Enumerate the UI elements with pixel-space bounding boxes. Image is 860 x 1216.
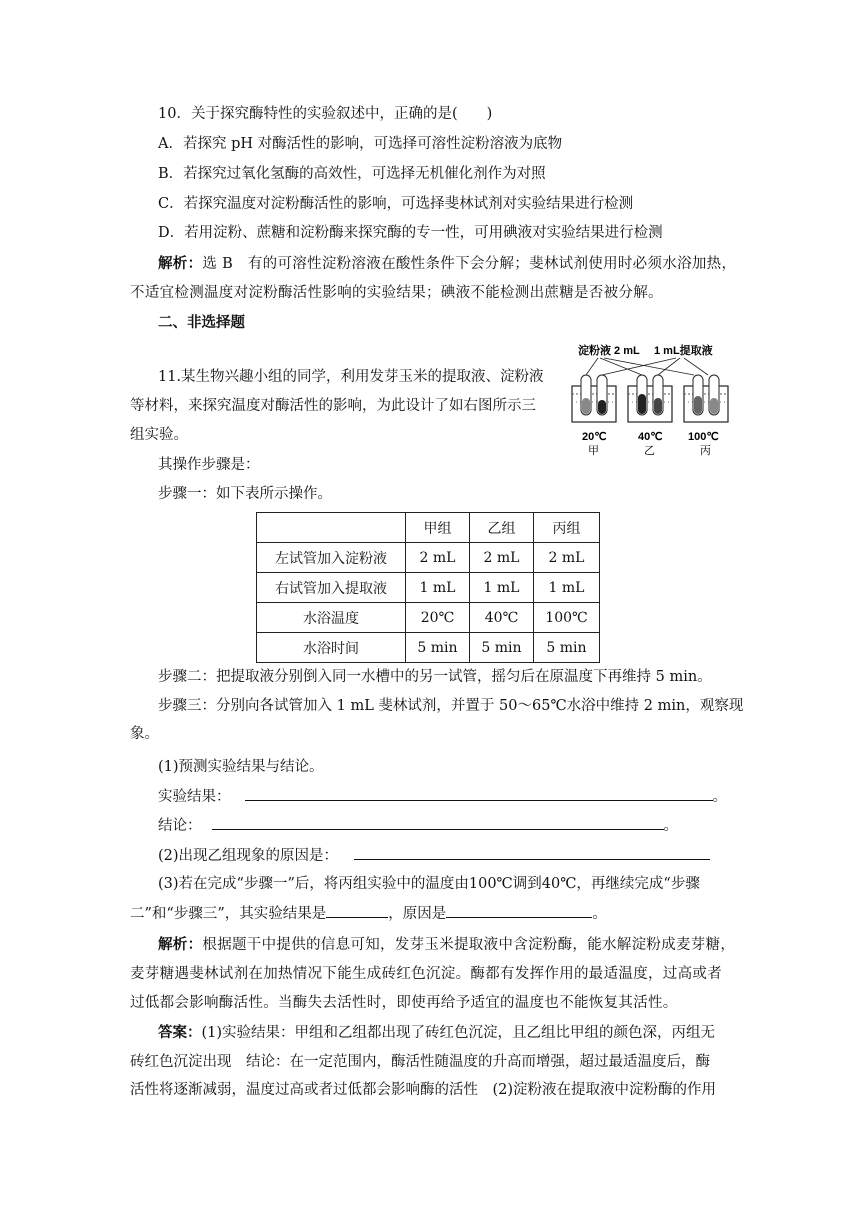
water-bath-bing: [684, 375, 728, 422]
table-header-cell: 甲组: [406, 513, 470, 543]
water-bath-jia: [572, 375, 616, 422]
q11-solution-line-1: 解析：根据题干中提供的信息可知，发芽玉米提取液中含淀粉酶，能水解淀粉成麦芽糖，: [158, 936, 736, 953]
table-cell: 右试管加入提取液: [257, 573, 406, 603]
table-cell: 水浴时间: [257, 633, 406, 663]
table-header-cell: [257, 513, 406, 543]
q10-solution-line-2: 不适宜检测温度对淀粉酶活性影响的实验结果；碘液不能检测出蔗糖是否被分解。: [130, 285, 663, 301]
answer-line-2: 砖红色沉淀出现 结论：在一定范围内，酶活性随温度的升高而增强，超过最适温度后，酶: [130, 1054, 710, 1070]
result-label: 实验结果：: [158, 789, 231, 805]
sub-question-2: (2)出现乙组现象的原因是：: [158, 845, 710, 866]
q10-option-c: C．若探究温度对淀粉酶活性的影响，可选择斐林试剂对实验结果进行检测: [158, 196, 634, 212]
q10-option-d: D．若用淀粉、蔗糖和淀粉酶来探究酶的专一性，可用碘液对实验结果进行检测: [158, 225, 663, 241]
figure-label-extract: 1 mL提取液: [654, 345, 713, 357]
table-header-cell: 丙组: [534, 513, 600, 543]
reason-blank: [354, 845, 710, 860]
table-row: [257, 603, 600, 633]
q10-option-a: A．若探究 pH 对酶活性的影响，可选择可溶性淀粉溶液为底物: [158, 136, 563, 152]
step-1: 步骤一：如下表所示操作。: [158, 486, 332, 502]
water-bath-yi: [628, 375, 672, 422]
steps-intro: 其操作步骤是：: [158, 457, 260, 473]
table-cell: 5 min: [534, 633, 600, 663]
table-cell: 100℃: [534, 603, 600, 633]
table-cell: 40℃: [470, 603, 534, 633]
table-cell: 20℃: [406, 603, 470, 633]
table-header-row: [257, 513, 600, 543]
figure-temp-yi: 40℃: [638, 431, 663, 443]
table-row: [257, 633, 600, 663]
conclusion-blank: [212, 815, 664, 830]
reason-blank-3: [446, 903, 592, 918]
sub-question-3-line-1: (3)若在完成“步骤一”后，将丙组实验中的温度由100℃调到40℃，再继续完成“步骤: [158, 876, 700, 892]
conclusion-line: 结论： 。: [158, 815, 678, 836]
step-3-line-1: 步骤三：分别向各试管加入 1 mL 斐林试剂，并置于 50～65℃水浴中维持 2 min，观察现: [158, 698, 744, 714]
table-cell: 5 min: [406, 633, 470, 663]
q11-solution-line-3: 过低都会影响酶活性。当酶失去活性时，即使再给予适宜的温度也不能恢复其活性。: [130, 995, 678, 1011]
q11-stem-line-2: 等材料，来探究温度对酶活性的影响，为此设计了如右图所示三: [130, 398, 536, 414]
figure-temp-bing: 100℃: [688, 431, 719, 443]
solution-label: 解析：: [158, 936, 203, 953]
q10-stem: 10．关于探究酶特性的实验叙述中，正确的是( ): [158, 106, 493, 122]
q11-stem-line-1: 11.某生物兴趣小组的同学，利用发芽玉米的提取液、淀粉液: [158, 369, 544, 385]
answer-line-3: 活性将逐渐减弱，温度过高或者过低都会影响酶的活性 (2)淀粉液在提取液中淀粉酶的作用: [130, 1082, 717, 1098]
q11-solution-line-2: 麦芽糖遇斐林试剂在加热情况下能生成砖红色沉淀。酶都有发挥作用的最适温度，过高或者: [130, 966, 722, 982]
q10-option-b: B．若探究过氧化氢酶的高效性，可选择无机催化剂作为对照: [158, 166, 546, 182]
table-cell: 5 min: [470, 633, 534, 663]
result-blank-3: [326, 903, 388, 918]
result-line: 实验结果： 。: [158, 786, 727, 807]
solution-label: 解析：: [158, 255, 203, 272]
table-cell: 2 mL: [406, 543, 470, 573]
sub-question-1: (1)预测实验结果与结论。: [158, 759, 324, 775]
conclusion-label: 结论：: [158, 818, 202, 834]
q11-stem-line-3: 组实验。: [130, 427, 188, 443]
result-blank: [245, 786, 713, 801]
figure-temp-jia: 20℃: [582, 431, 607, 443]
steps-table: [256, 512, 600, 663]
figure-group-jia: 甲: [588, 445, 599, 457]
step-2: 步骤二：把提取液分别倒入同一水槽中的另一试管，摇匀后在原温度下再维持 5 min。: [158, 669, 712, 685]
table-row: [257, 573, 600, 603]
experiment-figure: [568, 342, 734, 458]
table-cell: 1 mL: [470, 573, 534, 603]
sub-question-3-line-2: 二”和“步骤三”，其实验结果是 ，原因是 。: [130, 903, 607, 924]
figure-group-bing: 丙: [700, 445, 711, 457]
figure-group-yi: 乙: [644, 445, 655, 457]
answer-line-1: 答案：(1)实验结果：甲组和乙组都出现了砖红色沉淀，且乙组比甲组的颜色深，丙组无: [158, 1024, 716, 1041]
table-header-cell: 乙组: [470, 513, 534, 543]
table-cell: 2 mL: [534, 543, 600, 573]
figure-leader-lines: [586, 358, 708, 375]
figure-label-starch: 淀粉液 2 mL: [578, 345, 640, 357]
table-cell: 左试管加入淀粉液: [257, 543, 406, 573]
table-cell: 1 mL: [534, 573, 600, 603]
table-cell: 2 mL: [470, 543, 534, 573]
section-title: 二、非选择题: [158, 314, 245, 331]
answer-label: 答案：: [158, 1024, 202, 1041]
table-cell: 水浴温度: [257, 603, 406, 633]
table-cell: 1 mL: [406, 573, 470, 603]
table-row: [257, 543, 600, 573]
step-3-line-2: 象。: [130, 726, 159, 742]
q10-solution-line-1: 解析：选 B 有的可溶性淀粉溶液在酸性条件下会分解；斐林试剂使用时必须水浴加热，: [158, 255, 737, 272]
